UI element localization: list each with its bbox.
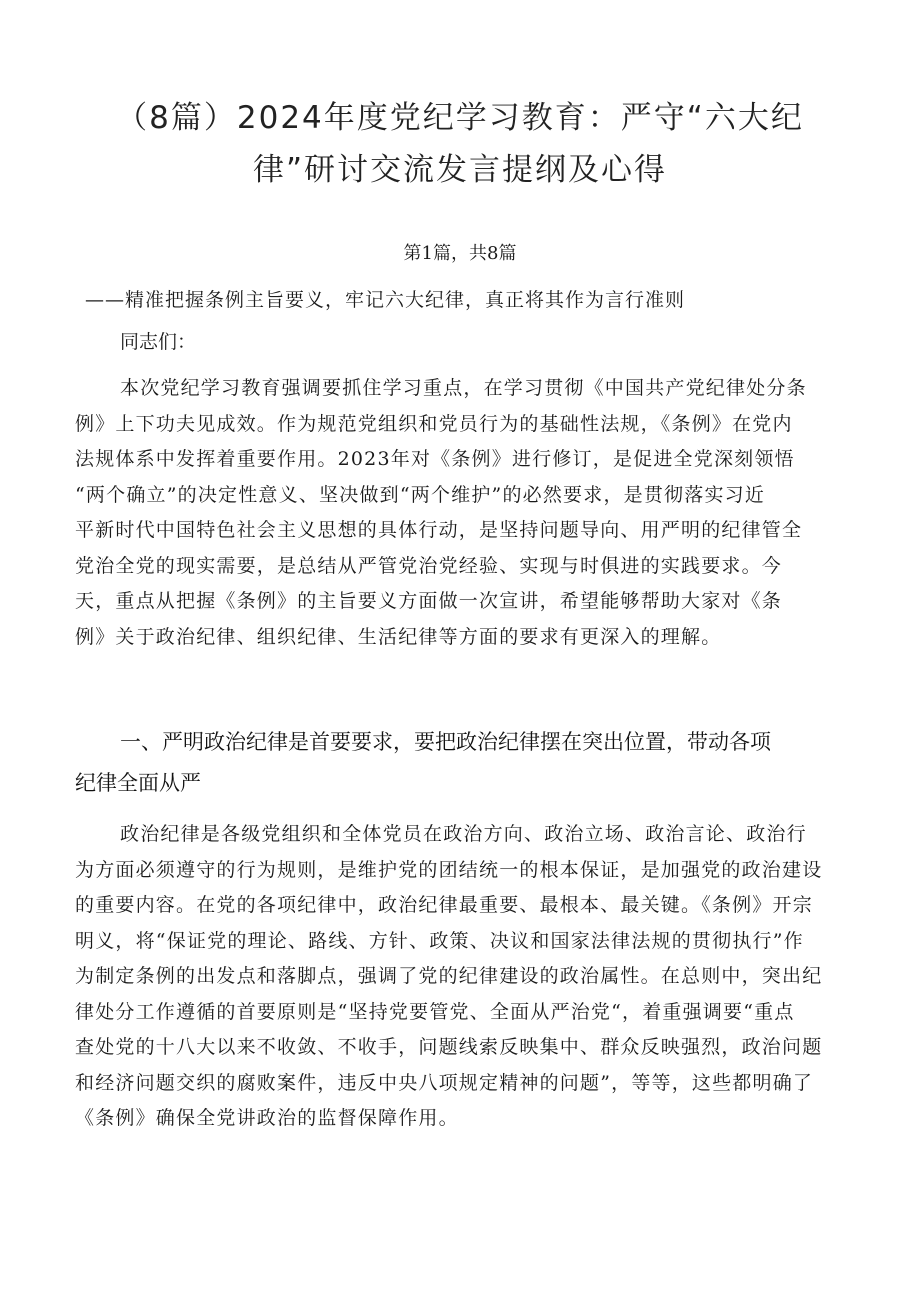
title-line: 律”研讨交流发言提纲及心得 <box>252 152 668 188</box>
paragraph-line: 律处分工作遵循的首要原则是“坚持党要管党、全面从严治党“，着重强调要“重点 <box>75 1000 795 1023</box>
section-heading <box>75 722 865 804</box>
paragraph-line: 明义，将“保证党的理论、路线、方针、政策、决议和国家法律法规的贯彻执行”作 <box>75 929 804 952</box>
paragraph-line: 和经济问题交织的腐败案件，违反中央八项规定精神的问题”，等等，这些都明确了 <box>75 1071 814 1094</box>
paragraph-line: 例》关于政治纪律、组织纪律、生活纪律等方面的要求有更深入的理解。 <box>75 625 722 648</box>
paragraph-line: 天，重点从把握《条例》的主旨要义方面做一次宣讲，希望能够帮助大家对《条 <box>75 590 783 612</box>
paragraph-line: 《条例》确保全党讲政治的监督保障作用。 <box>75 1107 459 1129</box>
paragraph-line: 为制定条例的出发点和落脚点，强调了党的纪律建设的政治属性。在总则中，突出纪 <box>75 965 823 987</box>
paragraph-line: 为方面必须遵守的行为规则，是维护党的团结统一的根本保证，是加强党的政治建设 <box>75 858 823 881</box>
heading-line: 一、严明政治纪律是首要要求，要把政治纪律摆在突出位置，带动各项 <box>120 730 771 754</box>
paragraph-line: 党治全党的现实需要，是总结从严管党治党经验、实现与时俱进的实践要求。今 <box>75 554 783 577</box>
paragraph-line: 法规体系中发挥着重要作用。2023年对《条例》进行修订，是促进全党深刻领悟 <box>75 448 795 470</box>
body-paragraph <box>75 817 865 1137</box>
paragraph-line: 本次党纪学习教育强调要抓住学习重点，在学习贯彻《中国共产党纪律处分条 <box>120 377 807 399</box>
salutation: 同志们： <box>120 331 197 353</box>
paragraph-line: 政治纪律是各级党组织和全体党员在政治方向、政治立场、政治言论、政治行 <box>120 823 807 845</box>
paragraph-line: 的重要内容。在党的各项纪律中，政治纪律最重要、最根本、最关键。《条例》开宗 <box>75 894 813 916</box>
heading-line: 纪律全面从严 <box>75 771 201 795</box>
subtitle: ——精准把握条例主旨要义，牢记六大纪律，真正将其作为言行准则 <box>85 289 686 311</box>
paragraph-line: 平新时代中国特色社会主义思想的具体行动，是坚持问题导向、用严明的纪律管全 <box>75 519 803 541</box>
document-title <box>110 92 810 196</box>
paragraph-line: 例》上下功夫见成效。作为规范党组织和党员行为的基础性法规，《条例》在党内 <box>75 412 793 435</box>
title-line: （8篇）2024年度党纪学习教育：严守“六大纪 <box>116 100 804 136</box>
paragraph-line: “两个确立”的决定性意义、坚决做到“两个维护”的必然要求，是贯彻落实习近 <box>75 483 766 506</box>
chapter-indicator: 第1篇，共8篇 <box>403 243 517 264</box>
paragraph-line: 查处党的十八大以来不收敛、不收手，问题线索反映集中、群众反映强烈，政治问题 <box>75 1036 823 1058</box>
intro-paragraph <box>75 371 865 655</box>
